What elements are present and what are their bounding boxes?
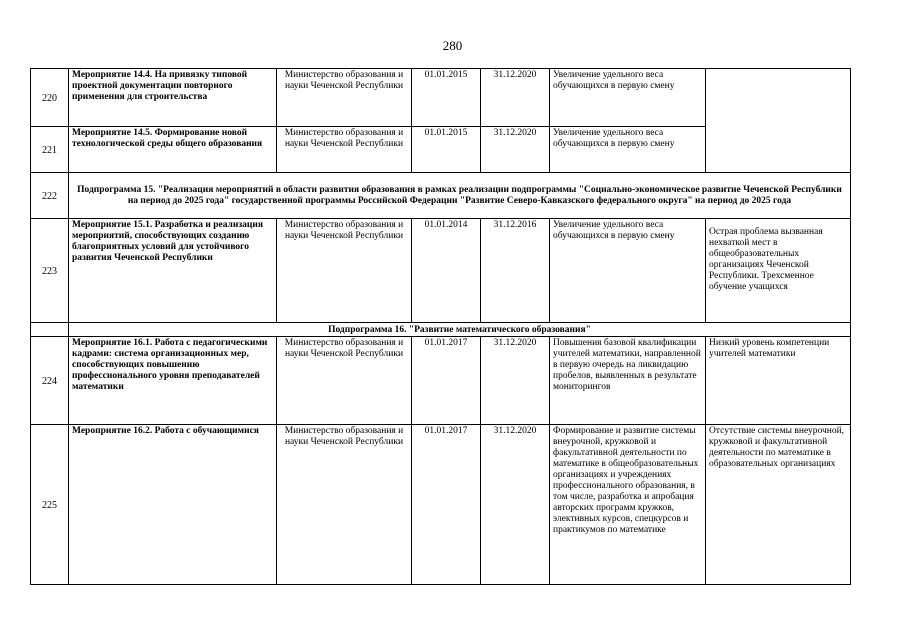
executor-cell: Министерство образования и науки Чеченской Республики [277, 69, 412, 127]
page-number: 280 [442, 38, 463, 53]
start-date: 01.01.2017 [412, 337, 481, 425]
expected-result: Формирование и развитие системы внеурочной, кружковой и факультативной деятельности по математике в общеобразовательных организациях и учреждениях профессионального образования, в том числе, разработка и апробация авторских программ кружков, элективных курсов, спецкурсов и практикумов по математике [550, 425, 706, 585]
start-date: 01.01.2014 [412, 219, 481, 323]
risk-cell: Острая проблема вызванная нехваткой мест в общеобразовательных организациях Чеченской Республики. Трехсменное обучение учащихся [706, 219, 851, 323]
start-date: 01.01.2015 [412, 69, 481, 127]
subprogram-row [31, 173, 851, 219]
subprogram-row [31, 323, 851, 337]
risk-cell [706, 69, 851, 173]
end-date: 31.12.2020 [481, 127, 550, 173]
row-number [31, 323, 69, 337]
expected-result: Увеличение удельного веса обучающихся в первую смену [550, 69, 706, 127]
row-number: 223 [31, 219, 69, 323]
end-date: 31.12.2016 [481, 219, 550, 323]
event-title: Мероприятие 14.5. Формирование новой технологической среды общего образования [69, 127, 277, 173]
row-number: 225 [31, 425, 69, 585]
executor-cell: Министерство образования и науки Чеченской Республики [277, 425, 412, 585]
table-row [31, 69, 851, 127]
executor-cell: Министерство образования и науки Чеченской Республики [277, 219, 412, 323]
subprogram-title: Подпрограмма 15. "Реализация мероприятий в области развития образования в рамках реализации подпрограммы "Социально-экономическое развитие Чеченской Республики на период до 2025 года" государственной программы Российской Федерации "Развитие Северо-Кавказского федерального округа" на период до 2025 года [69, 173, 851, 219]
end-date: 31.12.2020 [481, 69, 550, 127]
start-date: 01.01.2015 [412, 127, 481, 173]
end-date: 31.12.2020 [481, 337, 550, 425]
subprogram-title: Подпрограмма 16. "Развитие математического образования" [69, 323, 851, 337]
row-number: 221 [31, 127, 69, 173]
row-number: 222 [31, 173, 69, 219]
row-number: 224 [31, 337, 69, 425]
program-events-table [30, 68, 851, 585]
event-title: Мероприятие 16.2. Работа с обучающимися [69, 425, 277, 585]
executor-cell: Министерство образования и науки Чеченской Республики [277, 337, 412, 425]
end-date: 31.12.2020 [481, 425, 550, 585]
table-row [31, 337, 851, 425]
event-title: Мероприятие 14.4. На привязку типовой проектной документации повторного применения для строительства [69, 69, 277, 127]
row-number: 220 [31, 69, 69, 127]
expected-result: Увеличение удельного веса обучающихся в первую смену [550, 127, 706, 173]
expected-result: Повышения базовой квалификации учителей математики, направленной в первую очередь на ликвидацию пробелов, выявленных в результате мониторингов [550, 337, 706, 425]
executor-cell: Министерство образования и науки Чеченской Республики [277, 127, 412, 173]
expected-result: Увеличение удельного веса обучающихся в первую смену [550, 219, 706, 323]
table-row [31, 425, 851, 585]
event-title: Мероприятие 16.1. Работа с педагогическими кадрами: система организационных мер, способствующих повышению профессионального уровня преподавателей математики [69, 337, 277, 425]
risk-cell: Отсутствие системы внеурочной, кружковой и факультативной деятельности по математике в образовательных организациях [706, 425, 851, 585]
start-date: 01.01.2017 [412, 425, 481, 585]
risk-cell: Низкий уровень компетенции учителей математики [706, 337, 851, 425]
event-title: Мероприятие 15.1. Разработка и реализация мероприятий, способствующих созданию благоприятных условий для устойчивого развития Чеченской Республики [69, 219, 277, 323]
table-row [31, 219, 851, 323]
